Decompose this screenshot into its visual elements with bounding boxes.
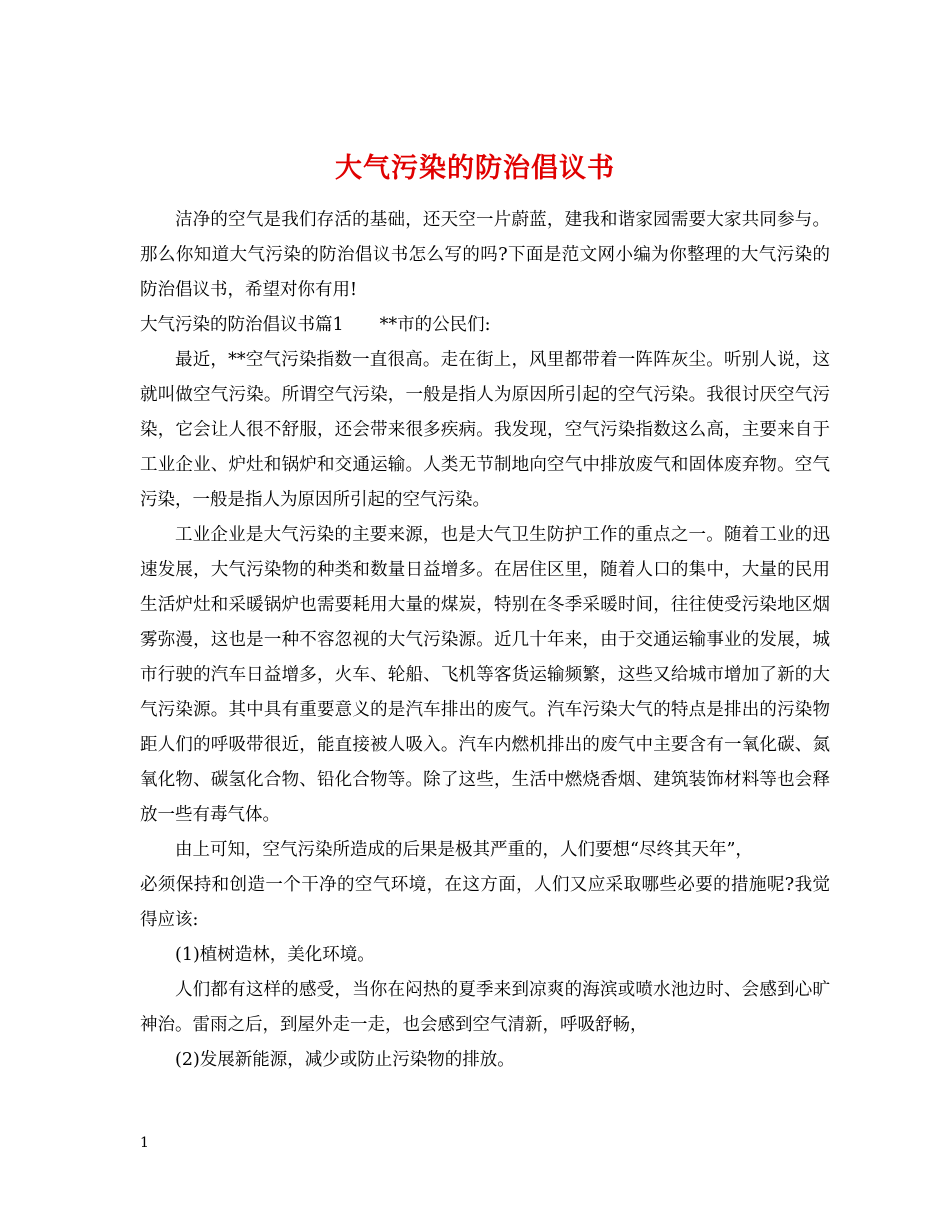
section-heading: 大气污染的防治倡议书篇1 — [140, 315, 344, 335]
list-item-measure: (1)植树造林，美化环境。 — [175, 945, 375, 965]
intro-paragraph: 洁净的空气是我们存活的基础，还天空一片蔚蓝，建我和谐家园需要大家共同参与。那么你知道大气污染的防治倡议书怎么写的吗?下面是范文网小编为你整理的大气污染的防治倡议书，希望对你有用! — [140, 210, 830, 300]
section-heading-line — [140, 308, 830, 343]
body-paragraph: 最近，**空气污染指数一直很高。走在街上，风里都带着一阵阵灰尘。听别人说，这就叫做空气污染。所谓空气污染，一般是指人为原因所引起的空气污染。我很讨厌空气污染，它会让人很不舒服，还会带来很多疾病。我发现，空气污染指数这么高，主要来自于工业企业、炉灶和锅炉和交通运输。人类无节制地向空气中排放废气和固体废弃物。空气污染，一般是指人为原因所引起的空气污染。 — [140, 350, 830, 510]
list-item-measure: (2)发展新能源，减少或防止污染物的排放。 — [175, 1050, 515, 1070]
page-number: 1 — [140, 1135, 149, 1151]
body-paragraph: 由上可知，空气污染所造成的后果是极其严重的，人们要想“尽终其天年”， — [175, 840, 753, 860]
body-paragraph: 人们都有这样的感受，当你在闷热的夏季来到凉爽的海滨或喷水池边时、会感到心旷神治。雷雨之后，到屋外走一走，也会感到空气清新，呼吸舒畅， — [140, 980, 830, 1035]
body-paragraph: 必须保持和创造一个干净的空气环境，在这方面，人们又应采取哪些必要的措施呢?我觉得应该: — [140, 875, 830, 930]
document-body — [140, 203, 830, 1078]
body-paragraph: 工业企业是大气污染的主要来源，也是大气卫生防护工作的重点之一。随着工业的迅速发展，大气污染物的种类和数量日益增多。在居住区里，随着人口的集中，大量的民用生活炉灶和采暖锅炉也需要耗用大量的煤炭，特别在冬季采暖时间，往往使受污染地区烟雾弥漫，这也是一种不容忽视的大气污染源。近几十年来，由于交通运输事业的发展，城市行驶的汽车日益增多，火车、轮船、飞机等客货运输频繁，这些又给城市增加了新的大气污染源。其中具有重要意义的是汽车排出的废气。汽车污染大气的特点是排出的污染物距人们的呼吸带很近，能直接被人吸入。汽车内燃机排出的废气中主要含有一氧化碳、氮氧化物、碳氢化合物、铅化合物等。除了这些，生活中燃烧香烟、建筑装饰材料等也会释放一些有毒气体。 — [140, 525, 830, 825]
salutation: **市的公民们: — [379, 315, 491, 335]
document-title: 大气污染的防治倡议书 — [335, 153, 615, 185]
